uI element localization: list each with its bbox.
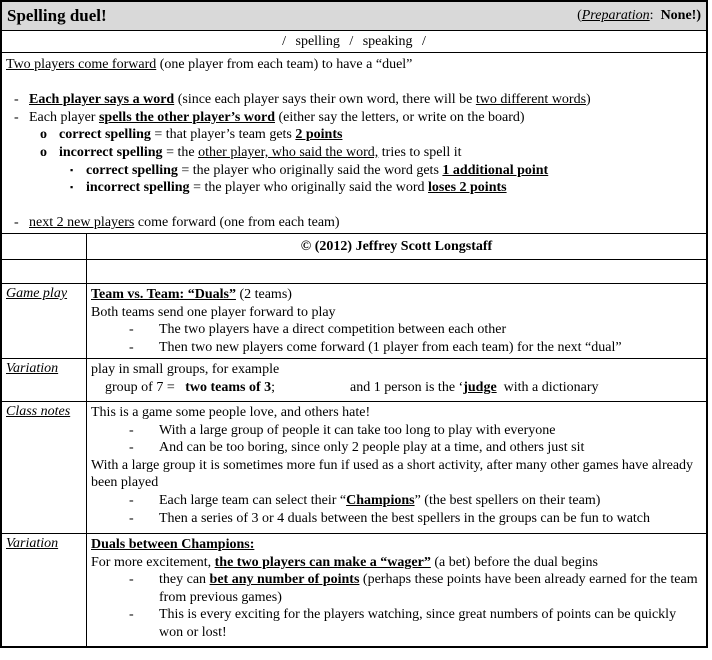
section-row-variation-2 <box>2 534 706 646</box>
bullet-marker: - <box>129 322 134 338</box>
text-segment: ) <box>586 92 591 108</box>
section-content-class-notes <box>87 402 706 533</box>
section-row-game-play <box>2 284 706 359</box>
title-row <box>2 2 706 31</box>
text-segment: judge <box>463 379 497 395</box>
text-segment: two different words <box>475 92 587 108</box>
section-label-text: Class notes <box>6 404 71 419</box>
text-segment: 2 points <box>295 127 343 143</box>
list-item <box>6 126 702 144</box>
list-item <box>91 571 702 606</box>
text-segment: two teams of 3 <box>185 379 272 395</box>
text-segment: ( <box>577 8 582 23</box>
text-segment: incorrect spelling <box>86 180 190 196</box>
list-item-text <box>86 179 702 197</box>
text-segment: Each player says a word <box>29 92 175 108</box>
text-segment: (2 teams) <box>235 287 292 302</box>
section-label-text: Variation <box>6 361 59 376</box>
text-segment: (one player from each team) to have a “duel” <box>156 57 413 72</box>
text-line <box>91 304 702 322</box>
text-segment: ; <box>271 379 276 395</box>
text-segment: Then a series of 3 or 4 duals between the best spellers in the groups can be fun to watch <box>159 510 651 526</box>
blank-line <box>6 197 702 215</box>
text-segment: play in small groups, for example <box>91 362 280 377</box>
text-segment: = the player who originally said the word gets <box>177 162 443 178</box>
section-row-class-notes <box>2 402 706 534</box>
rules-row <box>2 53 706 234</box>
list-item <box>6 144 702 162</box>
text-segment: spells the other player’s word <box>98 109 275 125</box>
section-content-variation-1 <box>87 359 706 401</box>
text-segment: Each large team can select their “ <box>159 492 347 508</box>
text-line <box>91 457 702 492</box>
text-segment: group of 7 = <box>105 379 186 395</box>
text-segment: This is a game some people love, and others hate! <box>91 405 371 420</box>
text-segment: = the <box>162 144 199 160</box>
copyright-label-cell <box>2 234 87 259</box>
list-item <box>91 492 702 510</box>
text-segment: incorrect spelling <box>59 144 163 160</box>
text-segment: the two players can make a “wager” <box>214 554 431 570</box>
list-item <box>6 91 702 109</box>
list-item-text <box>159 606 702 641</box>
list-item-text <box>159 321 702 339</box>
list-item-text <box>59 126 702 144</box>
list-item <box>91 439 702 457</box>
text-segment: ” (the best spellers on their team) <box>414 492 601 508</box>
text-segment: This is every exciting for the players watching, since great numbers of points can be quickly won or lost! <box>159 607 677 640</box>
text-segment: = that player’s team gets <box>150 127 296 143</box>
text-segment: : <box>649 8 661 23</box>
list-item-text <box>159 571 702 606</box>
bullet-marker: o <box>40 144 47 160</box>
text-segment: (either say the letters, or write on the board) <box>275 109 525 125</box>
list-item <box>6 214 702 232</box>
list-item <box>91 606 702 641</box>
section-label-class-notes <box>2 402 87 533</box>
text-segment: they can <box>159 572 210 588</box>
skills-row <box>2 31 706 53</box>
bullet-marker: - <box>14 109 19 125</box>
list-item-text <box>159 492 702 510</box>
text-segment: correct spelling <box>59 127 151 143</box>
text-line <box>91 554 702 572</box>
text-line <box>91 404 702 422</box>
bullet-marker: ▪ <box>70 164 74 175</box>
text-segment: Preparation <box>581 8 650 23</box>
text-segment: come forward (one from each team) <box>134 215 340 231</box>
bullet-marker: - <box>129 572 134 588</box>
bullet-marker: - <box>129 339 134 355</box>
text-segment: Team vs. Team: “Duals” <box>91 287 236 302</box>
list-item-text <box>29 214 702 232</box>
text-line <box>91 379 702 397</box>
list-item <box>91 339 702 357</box>
text-segment: tries to spell it <box>378 144 462 160</box>
text-line <box>91 361 702 379</box>
bullet-marker: ▪ <box>70 182 74 193</box>
text-segment: 1 additional point <box>442 162 549 178</box>
text-segment: and 1 person is the ‘ <box>350 379 464 395</box>
list-item <box>6 162 702 180</box>
text-segment: = the player who originally said the word <box>189 180 429 196</box>
text-segment: Then two new players come forward (1 player from each team) for the next “dual” <box>159 339 622 355</box>
text-segment: With a large group of people it can take too long to play with everyone <box>159 422 556 438</box>
section-content-variation-2 <box>87 534 706 646</box>
copyright-text: © (2012) Jeffrey Scott Longstaff <box>300 239 493 254</box>
section-label-game-play <box>2 284 87 358</box>
list-item <box>91 422 702 440</box>
list-item-text <box>159 439 702 457</box>
section-content-game-play <box>87 284 706 358</box>
section-label-text: Game play <box>6 286 68 301</box>
text-segment: The two players have a direct competition between each other <box>159 322 507 338</box>
text-segment: Champions <box>346 492 415 508</box>
text-segment: Each player <box>29 109 99 125</box>
list-item-text <box>159 422 702 440</box>
text-line <box>91 536 702 554</box>
spacer-body-cell <box>87 260 706 283</box>
bullet-marker: - <box>129 510 134 526</box>
text-segment: Duals between Champions: <box>91 537 255 552</box>
text-segment: next 2 new players <box>29 215 135 231</box>
bullet-marker: o <box>40 127 47 143</box>
text-segment: With a large group it is sometimes more fun if used as a short activity, after many other games have already been played <box>91 457 694 491</box>
bullet-marker: - <box>129 440 134 456</box>
document-title: Spelling duel! <box>7 6 107 25</box>
text-segment: For more excitement, <box>91 554 215 570</box>
text-line <box>91 286 702 304</box>
text-segment: Two players come forward <box>6 57 157 72</box>
text-segment: And can be too boring, since only 2 people play at a time, and others just sit <box>159 440 585 456</box>
text-segment: (a bet) before the dual begins <box>430 554 598 570</box>
section-label-text: Variation <box>6 536 59 551</box>
bullet-marker: - <box>129 492 134 508</box>
list-item-text <box>159 339 702 357</box>
text-segment: with a dictionary <box>496 379 599 395</box>
text-segment: None!) <box>660 8 701 23</box>
text-segment: (perhaps these points have been already earned for the team from previous games) <box>159 572 698 605</box>
text-segment: other player, who said the word, <box>198 144 379 160</box>
text-segment: bet any number of points <box>209 572 360 588</box>
list-item-text <box>59 144 702 162</box>
bullet-marker: - <box>129 422 134 438</box>
text-segment: loses 2 points <box>428 180 507 196</box>
text-segment: Both teams send one player forward to play <box>91 304 336 320</box>
list-item <box>6 109 702 127</box>
text-segment: (since each player says their own word, there will be <box>174 92 476 108</box>
bullet-marker: - <box>129 607 134 623</box>
copyright-row <box>2 234 706 260</box>
blank-line <box>6 74 702 92</box>
preparation-note <box>577 8 701 24</box>
skills-text: / spelling / speaking / <box>282 34 426 49</box>
list-item-text <box>86 162 702 180</box>
spacer-row <box>2 260 706 284</box>
spacer-label-cell <box>2 260 87 283</box>
list-item-text <box>29 91 702 109</box>
list-item <box>91 321 702 339</box>
list-item <box>91 510 702 528</box>
section-label-variation-1 <box>2 359 87 401</box>
section-label-variation-2 <box>2 534 87 646</box>
bullet-marker: - <box>14 92 19 108</box>
text-line <box>6 56 702 74</box>
list-item-text <box>159 510 702 528</box>
text-segment: correct spelling <box>86 162 178 178</box>
section-row-variation-1 <box>2 359 706 402</box>
bullet-marker: - <box>14 215 19 231</box>
list-item-text <box>29 109 702 127</box>
list-item <box>6 179 702 197</box>
